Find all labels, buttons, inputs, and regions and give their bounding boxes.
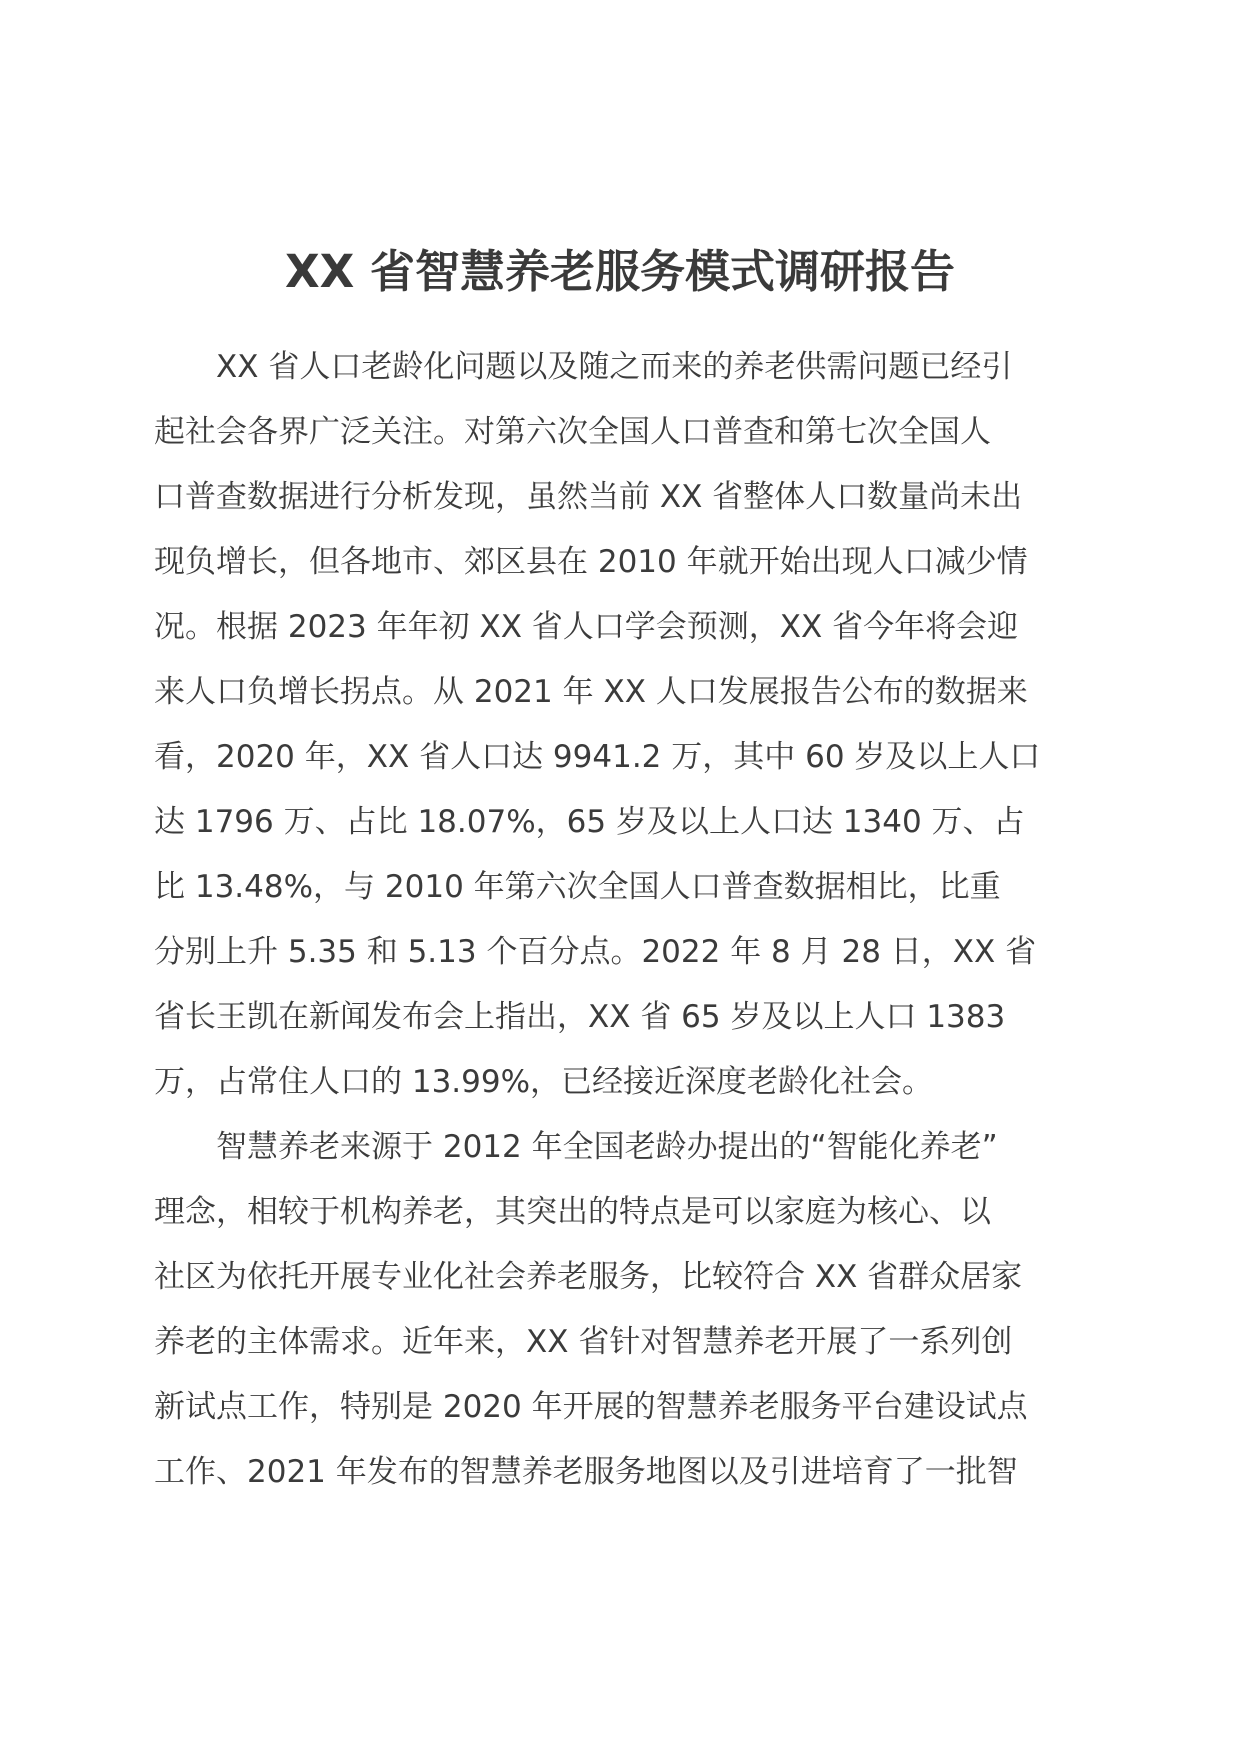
body-line: 省长王凯在新闻发布会上指出，XX 省 65 岁及以上人口 1383 [154, 999, 1006, 1035]
document-body [154, 335, 1094, 1505]
body-line: 口普查数据进行分析发现，虽然当前 XX 省整体人口数量尚未出 [154, 479, 1023, 515]
body-line: 工作、2021 年发布的智慧养老服务地图以及引进培育了一批智 [154, 1454, 1018, 1490]
body-line: 养老的主体需求。近年来，XX 省针对智慧养老开展了一系列创 [154, 1324, 1013, 1360]
body-line: 况。根据 2023 年年初 XX 省人口学会预测，XX 省今年将会迎 [154, 609, 1019, 645]
body-line: 理念，相较于机构养老，其突出的特点是可以家庭为核心、以 [154, 1194, 991, 1230]
document-title: XX 省智慧养老服务模式调研报告 [284, 245, 956, 298]
body-line: 万，占常住人口的 13.99%，已经接近深度老龄化社会。 [154, 1064, 934, 1100]
body-line: 分别上升 5.35 和 5.13 个百分点。2022 年 8 月 28 日，XX 省 [154, 934, 1037, 970]
body-line: 现负增长，但各地市、郊区县在 2010 年就开始出现人口减少情 [154, 544, 1028, 580]
body-line: 智慧养老来源于 2012 年全国老龄办提出的“智能化养老” [154, 1129, 998, 1165]
body-line: 比 13.48%，与 2010 年第六次全国人口普查数据相比，比重 [154, 869, 1001, 905]
body-line: XX 省人口老龄化问题以及随之而来的养老供需问题已经引 [154, 349, 1013, 385]
body-line: 看，2020 年，XX 省人口达 9941.2 万，其中 60 岁及以上人口 [154, 739, 1041, 775]
body-line: 起社会各界广泛关注。对第六次全国人口普查和第七次全国人 [154, 414, 991, 450]
body-line: 达 1796 万、占比 18.07%，65 岁及以上人口达 1340 万、占 [154, 804, 1025, 840]
body-line: 社区为依托开展专业化社会养老服务，比较符合 XX 省群众居家 [154, 1259, 1023, 1295]
body-line: 来人口负增长拐点。从 2021 年 XX 人口发展报告公布的数据来 [154, 674, 1028, 710]
body-line: 新试点工作，特别是 2020 年开展的智慧养老服务平台建设试点 [154, 1389, 1028, 1425]
